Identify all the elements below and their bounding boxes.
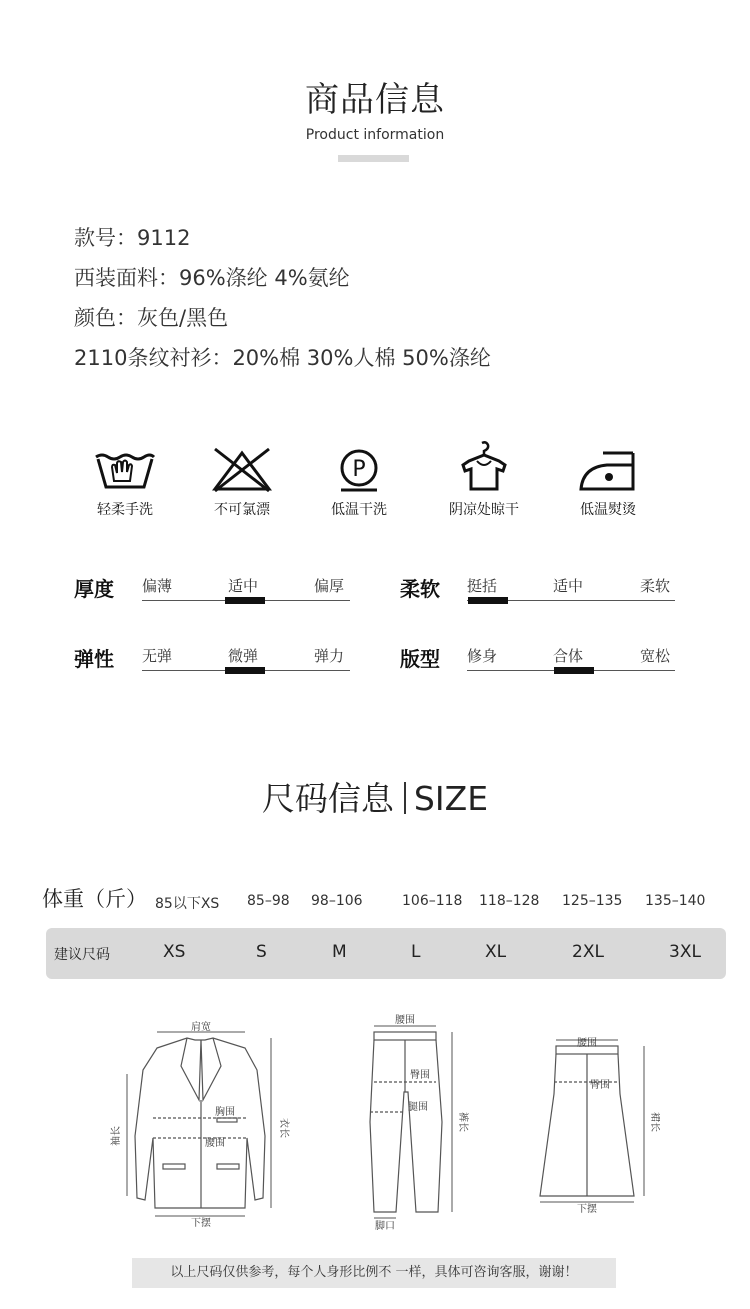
info-suit-fabric: 西装面料：96%涤纶 4%氨纶 [74,266,350,290]
weight-value: 85–98 [247,893,290,909]
care-item-dry-clean [299,447,419,519]
dry-clean-icon [324,447,394,493]
label-pants-length: 裤长 [457,1112,468,1132]
weight-value: 85以下XS [155,896,220,912]
title-separator [404,782,406,814]
scale-marker-elasticity [225,667,265,674]
svg-text:P: P [352,457,366,482]
jacket-measurement-diagram [105,1018,295,1230]
recommend-label: 建议尺码 [54,947,110,963]
size-value: L [411,942,421,962]
size-value: 3XL [669,942,701,962]
scale-name-thickness: 厚度 [74,577,114,601]
weight-label: 体重（斤） [42,887,147,911]
care-label: 阴凉处晾干 [449,502,519,518]
size-section-title [0,773,750,820]
info-style-number: 款号：9112 [74,226,191,250]
label-skirt-hem: 下摆 [577,1204,597,1214]
scale-option-selected: 挺括 [467,577,498,595]
care-label: 低温熨烫 [580,502,636,518]
care-label: 不可氯漂 [214,502,270,518]
care-item-shade-dry [424,441,544,519]
weight-value: 135–140 [645,893,706,909]
weight-value: 118–128 [479,893,540,909]
label-length: 衣长 [278,1118,289,1138]
scale-marker-fit [554,667,594,674]
label-sleeve: 袖长 [111,1126,122,1146]
scale-marker-thickness [225,597,265,604]
label-pants-leg-opening: 脚口 [375,1221,395,1232]
label-pants-thigh: 腿围 [408,1102,428,1113]
scale-marker-softness [468,597,508,604]
scale-name-elasticity: 弹性 [74,647,114,671]
label-skirt-hip: 臀围 [590,1080,610,1091]
label-waist: 腰围 [205,1138,225,1149]
scale-option: 弹力 [314,647,345,665]
weight-value: 98–106 [311,893,363,909]
label-pants-hip: 臀围 [410,1070,430,1081]
label-pants-waist: 腰围 [395,1015,415,1026]
page-title: 商品信息 [305,80,445,120]
care-item-hand-wash [65,447,185,519]
scale-option: 宽松 [640,647,671,665]
scale-option-selected: 适中 [228,577,259,595]
size-disclaimer: 以上尺码仅供参考，每个人身形比例不 一样，具体可咨询客服，谢谢！ [132,1258,616,1288]
skirt-measurement-diagram [530,1034,660,1214]
label-hem: 下摆 [191,1218,211,1229]
pants-measurement-diagram [352,1012,472,1234]
title-divider [338,155,409,162]
care-label: 轻柔手洗 [97,502,153,518]
label-skirt-waist: 腰围 [577,1038,597,1049]
care-item-no-bleach [182,447,302,519]
size-title-cn: 尺码信息 [261,779,394,818]
label-shoulder: 肩宽 [191,1022,211,1033]
weight-value: 106–118 [402,893,463,909]
size-value: M [332,942,347,962]
scale-name-fit: 版型 [400,647,440,671]
care-item-low-iron [548,447,668,519]
info-color: 颜色：灰色/黑色 [74,306,229,330]
scale-option-selected: 微弹 [228,647,259,665]
scale-option: 偏厚 [314,577,345,595]
weight-value: 125–135 [562,893,623,909]
scale-option: 适中 [553,577,584,595]
label-chest: 胸围 [215,1107,235,1118]
scale-option: 修身 [467,647,498,665]
scale-option-selected: 合体 [553,647,584,665]
size-value: 2XL [572,942,604,962]
no-bleach-icon [207,447,277,493]
size-value: XS [163,942,186,962]
shade-dry-icon [449,441,519,493]
info-shirt-fabric: 2110条纹衬衫：20%棉 30%人棉 50%涤纶 [74,346,491,370]
size-value: S [256,942,267,962]
scale-option: 无弹 [142,647,173,665]
size-title-en: SIZE [413,779,489,818]
hand-wash-icon [90,447,160,493]
care-label: 低温干洗 [331,502,387,518]
label-skirt-length: 裙长 [649,1112,660,1132]
size-recommend-band [46,928,726,979]
scale-option: 偏薄 [142,577,173,595]
page-subtitle: Product information [305,127,445,143]
size-value: XL [485,942,507,962]
scale-name-softness: 柔软 [400,577,440,601]
low-iron-icon [573,447,643,493]
scale-option: 柔软 [640,577,671,595]
